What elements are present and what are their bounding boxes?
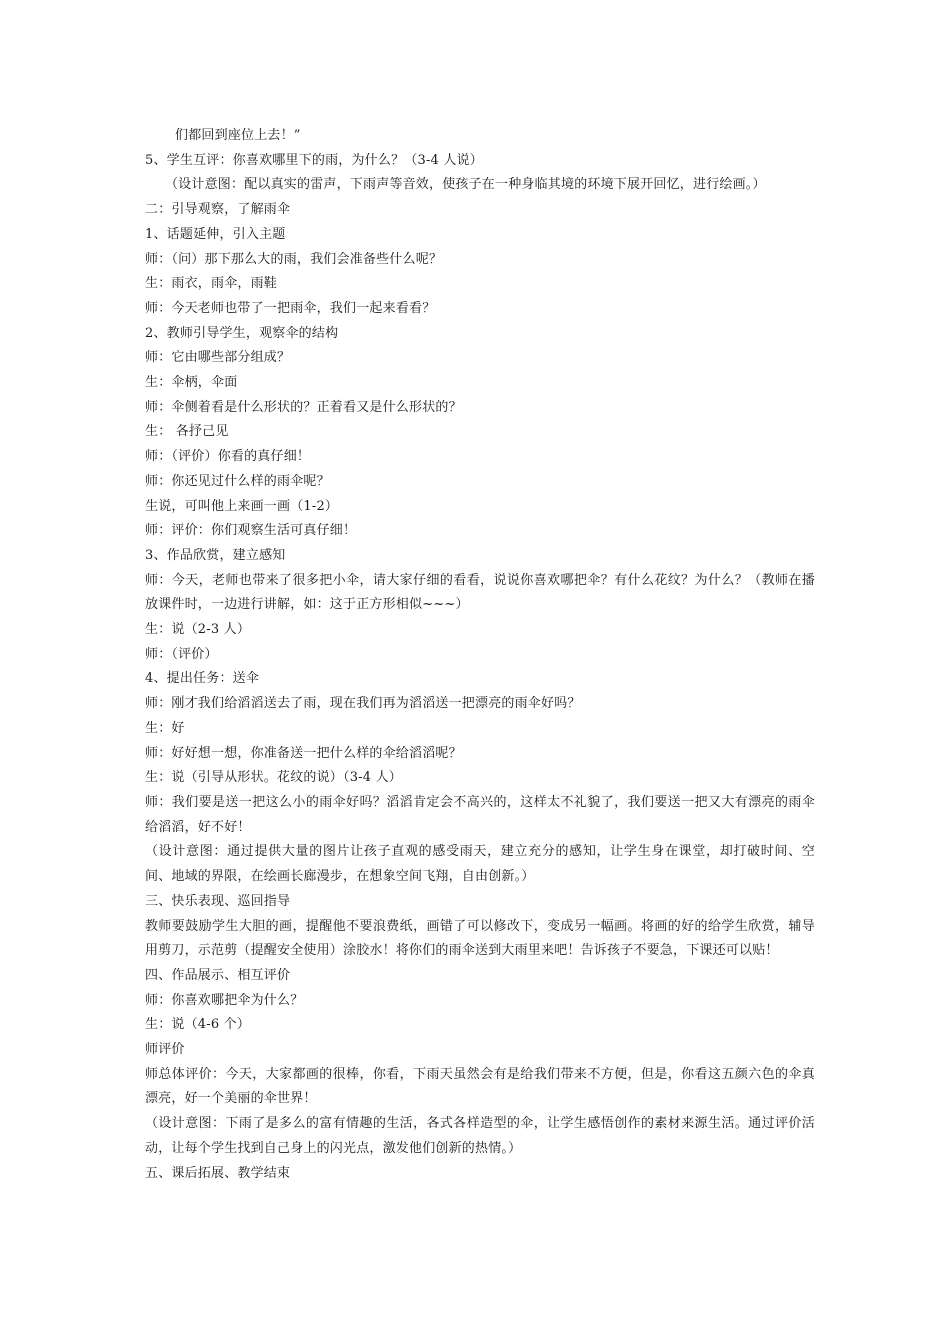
paragraph: 师总体评价：今天，大家都画的很棒，你看，下雨天虽然会有是给我们带来不方便，但是，你看这五颜六色的伞真漂亮，好一个美丽的伞世界！ [145, 1066, 815, 1107]
text-line: 师：你喜欢哪把伞为什么？ [145, 992, 304, 1008]
text-line: 生：说（4-6 个） [145, 1017, 251, 1033]
text-line: 师：伞侧着看是什么形状的？正着看又是什么形状的？ [145, 399, 462, 415]
design-intent-note: （设计意图：通过提供大量的图片让孩子直观的感受雨天，建立充分的感知，让学生身在课堂，却打破时间、空间、地域的界限，在绘画长廊漫步，在想象空间飞翔，自由创新。） [145, 844, 815, 885]
text-line: 师：（评价）你看的真仔细！ [145, 449, 311, 465]
text-line: 生：伞柄，伞面 [145, 375, 238, 391]
section-heading: 四、作品展示、相互评价 [145, 967, 291, 983]
text-line: 生：好 [145, 720, 185, 736]
text-line: 师：它由哪些部分组成？ [145, 350, 291, 366]
section-heading: 五、课后拓展、教学结束 [145, 1165, 291, 1181]
text-line: 5、学生互评：你喜欢哪里下的雨，为什么？（3-4 人说） [145, 152, 483, 168]
text-line: 师：好好想一想，你准备送一把什么样的伞给滔滔呢？ [145, 745, 462, 761]
document-page [145, 124, 815, 1186]
text-line: 生：说（引导从形状。花纹的说）（3-4 人） [145, 770, 402, 786]
text-line: 师评价 [145, 1042, 185, 1058]
paragraph: 师：我们要是送一把这么小的雨伞好吗？滔滔肯定会不高兴的，这样太不礼貌了，我们要送一把又大有漂亮的雨伞给滔滔，好不好！ [145, 794, 815, 835]
subsection-heading: 4、提出任务：送伞 [145, 671, 260, 687]
subsection-heading: 3、作品欣赏，建立感知 [145, 547, 286, 563]
text-line: 生说，可叫他上来画一画（1-2） [145, 498, 339, 514]
design-intent-note: （设计意图：配以真实的雷声，下雨声等音效，使孩子在一种身临其境的环境下展开回忆，进行绘画。） [165, 177, 766, 193]
text-line: 生：说（2-3 人） [145, 622, 251, 638]
text-line: 师：（评价） [145, 646, 218, 662]
subsection-heading: 2、教师引导学生，观察伞的结构 [145, 325, 339, 341]
text-line: 师：你还见过什么样的雨伞呢？ [145, 473, 330, 489]
design-intent-note: （设计意图：下雨了是多么的富有情趣的生活，各式各样造型的伞，让学生感悟创作的素材来源生活。通过评价活动，让每个学生找到自己身上的闪光点，激发他们创新的热情。） [145, 1116, 815, 1156]
paragraph: 教师要鼓励学生大胆的画，提醒他不要浪费纸，画错了可以修改下，变成另一幅画。将画的好的给学生欣赏，辅导用剪刀，示范剪（提醒安全使用）涂胶水！将你们的雨伞送到大雨里来吧！告诉孩子不要急，下课还可以贴！ [145, 918, 815, 959]
text-line: 师：今天老师也带了一把雨伞，我们一起来看看？ [145, 300, 436, 316]
subsection-heading: 1、话题延伸，引入主题 [145, 226, 286, 242]
text-line: 师：刚才我们给滔滔送去了雨，现在我们再为滔滔送一把漂亮的雨伞好吗？ [145, 696, 581, 712]
section-heading: 二：引导观察，了解雨伞 [145, 202, 291, 218]
section-heading: 三、快乐表现、巡回指导 [145, 893, 291, 909]
text-line: 生：雨衣，雨伞，雨鞋 [145, 276, 278, 292]
text-line: 师：（问）那下那么大的雨，我们会准备些什么呢？ [145, 251, 443, 267]
paragraph: 师：今天，老师也带来了很多把小伞，请大家仔细的看看，说说你喜欢哪把伞？有什么花纹？为什么？（教师在播放课件时，一边进行讲解，如：这于正方形相似~~~） [145, 572, 815, 613]
text-line: 们都回到座位上去！” [175, 128, 301, 143]
text-line: 师：评价：你们观察生活可真仔细！ [145, 523, 357, 539]
text-line: 生： 各抒己见 [145, 424, 229, 440]
